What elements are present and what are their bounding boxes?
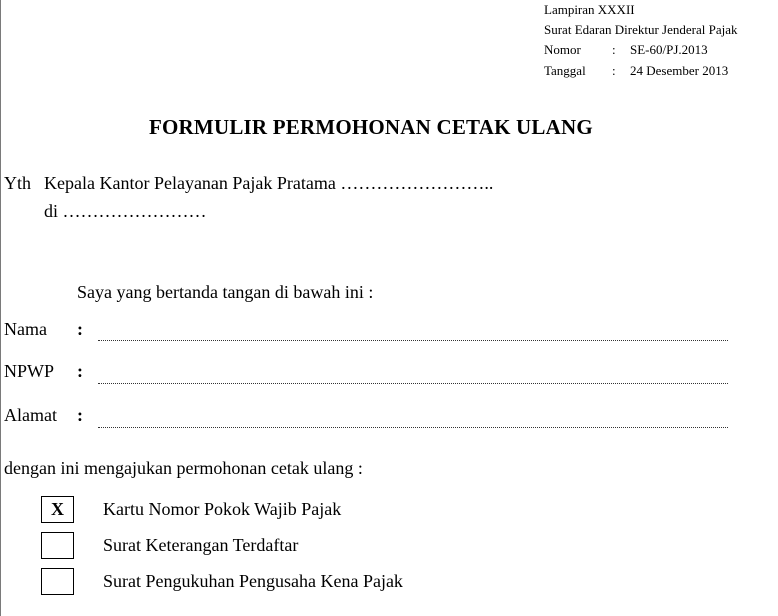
request-text: dengan ini mengajukan permohonan cetak ulang : (4, 458, 363, 478)
field-separator: : (77, 319, 83, 339)
nomor-value: SE-60/PJ.2013 (630, 42, 708, 57)
tanggal-separator: : (612, 63, 616, 78)
alamat-input-line[interactable] (98, 427, 728, 428)
nomor-label: Nomor (544, 42, 581, 57)
option-label-surat-pengukuhan: Surat Pengukuhan Pengusaha Kena Pajak (103, 571, 403, 591)
checkbox-kartu-npwp[interactable]: X (41, 496, 74, 523)
nama-input-line[interactable] (98, 340, 728, 341)
nomor-separator: : (612, 42, 616, 57)
field-label-alamat: Alamat (4, 405, 57, 425)
addressee-line-1: Kepala Kantor Pelayanan Pajak Pratama …………………….. (44, 173, 494, 193)
field-label-nama: Nama (4, 319, 47, 339)
checkbox-surat-pengukuhan[interactable] (41, 568, 74, 595)
intro-text: Saya yang bertanda tangan di bawah ini : (77, 282, 374, 302)
option-label-surat-keterangan: Surat Keterangan Terdaftar (103, 535, 299, 555)
field-label-npwp: NPWP (4, 361, 55, 381)
npwp-input-line[interactable] (98, 383, 728, 384)
checkbox-surat-keterangan[interactable] (41, 532, 74, 559)
lampiran-text: Lampiran XXXII (544, 2, 635, 17)
field-separator: : (77, 361, 83, 381)
tanggal-label: Tanggal (544, 63, 586, 78)
page-left-border (0, 0, 1, 616)
yth-label: Yth (4, 173, 31, 193)
field-separator: : (77, 405, 83, 425)
surat-edaran-text: Surat Edaran Direktur Jenderal Pajak (544, 22, 738, 37)
option-label-kartu-npwp: Kartu Nomor Pokok Wajib Pajak (103, 499, 342, 519)
addressee-line-2: di …………………… (44, 201, 207, 221)
tanggal-value: 24 Desember 2013 (630, 63, 729, 78)
page-title: FORMULIR PERMOHONAN CETAK ULANG (149, 115, 593, 139)
